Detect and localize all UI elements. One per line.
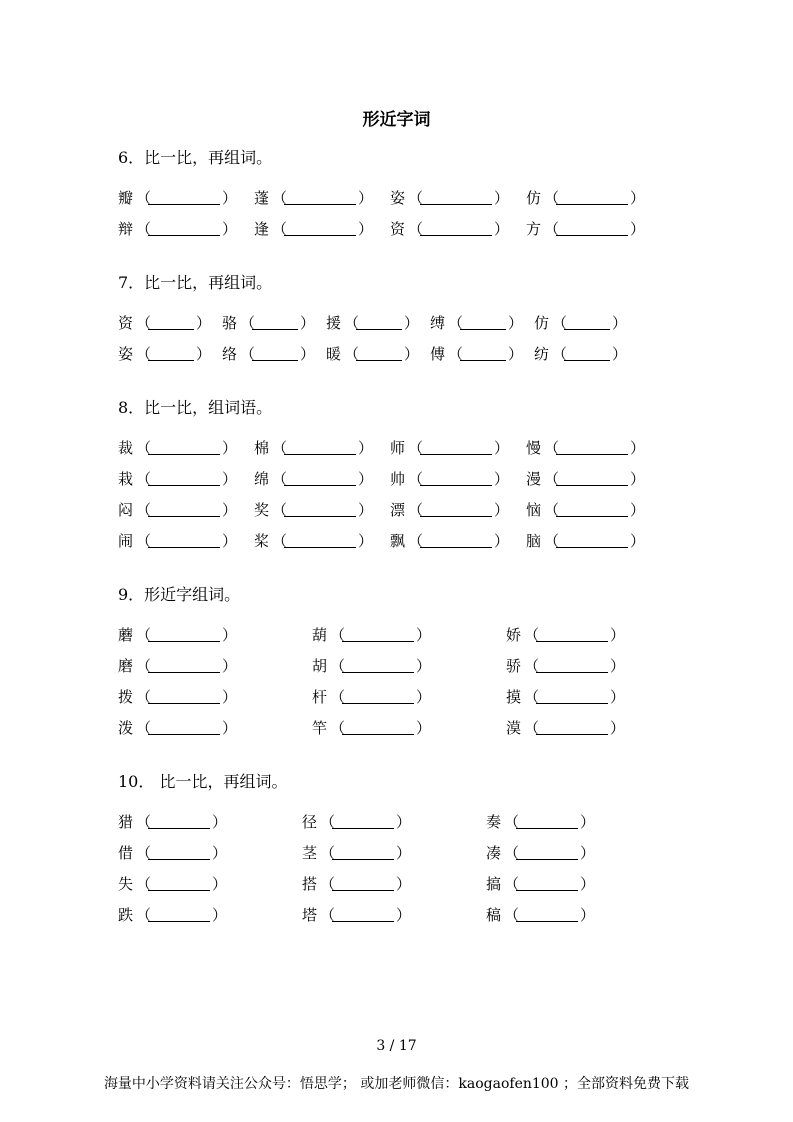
answer-blank[interactable] — [516, 876, 578, 891]
answer-blank[interactable] — [460, 346, 506, 361]
word-item: 漠 （ ） — [506, 719, 626, 737]
answer-blank[interactable] — [342, 658, 414, 673]
answer-blank[interactable] — [252, 346, 298, 361]
word-item: 络 （ ） — [222, 345, 316, 363]
answer-blank[interactable] — [284, 471, 356, 486]
section-heading: 8．比一比，组词语。 — [118, 398, 273, 417]
answer-blank[interactable] — [332, 845, 394, 860]
word-item: 仿 （ ） — [534, 314, 628, 332]
word-row — [118, 899, 616, 930]
word-row — [118, 432, 662, 463]
word-item: 桨 （ ） — [254, 532, 374, 550]
page-title: 形近字词 — [362, 110, 431, 130]
answer-blank[interactable] — [342, 720, 414, 735]
word-item: 葫 （ ） — [312, 626, 432, 644]
answer-blank[interactable] — [564, 315, 610, 330]
answer-blank[interactable] — [342, 627, 414, 642]
answer-blank[interactable] — [252, 315, 298, 330]
section-7 — [118, 273, 638, 369]
word-item: 裁 （ ） — [118, 439, 238, 457]
word-item: 猎 （ ） — [118, 813, 228, 831]
word-item: 摸 （ ） — [506, 688, 626, 706]
answer-blank[interactable] — [284, 221, 356, 236]
section-9 — [118, 585, 642, 743]
answer-blank[interactable] — [148, 315, 194, 330]
word-row — [118, 837, 616, 868]
word-item: 拨 （ ） — [118, 688, 238, 706]
answer-blank[interactable] — [148, 845, 210, 860]
answer-blank[interactable] — [356, 315, 402, 330]
answer-blank[interactable] — [148, 658, 220, 673]
answer-blank[interactable] — [516, 845, 578, 860]
answer-blank[interactable] — [148, 533, 220, 548]
word-row — [118, 681, 642, 712]
answer-blank[interactable] — [536, 689, 608, 704]
word-item: 绵 （ ） — [254, 470, 374, 488]
answer-blank[interactable] — [556, 440, 628, 455]
word-item: 资 （ ） — [390, 220, 510, 238]
word-item: 棉 （ ） — [254, 439, 374, 457]
answer-blank[interactable] — [556, 471, 628, 486]
word-row — [118, 338, 638, 369]
page-number: 3 / 17 — [376, 1038, 417, 1054]
answer-blank[interactable] — [556, 502, 628, 517]
answer-blank[interactable] — [332, 814, 394, 829]
word-item: 姿 （ ） — [118, 345, 212, 363]
answer-blank[interactable] — [148, 689, 220, 704]
answer-blank[interactable] — [148, 221, 220, 236]
word-item: 方 （ ） — [526, 220, 646, 238]
word-row — [118, 463, 662, 494]
word-item: 仿 （ ） — [526, 189, 646, 207]
section-heading: 10． 比一比，再组词。 — [118, 772, 288, 791]
answer-blank[interactable] — [148, 440, 220, 455]
answer-blank[interactable] — [536, 720, 608, 735]
answer-blank[interactable] — [420, 471, 492, 486]
answer-blank[interactable] — [420, 533, 492, 548]
word-item: 杆 （ ） — [312, 688, 432, 706]
word-row — [118, 494, 662, 525]
word-item: 骄 （ ） — [506, 657, 626, 675]
answer-blank[interactable] — [148, 814, 210, 829]
word-row — [118, 868, 616, 899]
answer-blank[interactable] — [284, 502, 356, 517]
answer-blank[interactable] — [460, 315, 506, 330]
answer-blank[interactable] — [284, 190, 356, 205]
answer-blank[interactable] — [148, 876, 210, 891]
word-item: 资 （ ） — [118, 314, 212, 332]
word-item: 失 （ ） — [118, 875, 228, 893]
answer-blank[interactable] — [148, 720, 220, 735]
answer-blank[interactable] — [284, 440, 356, 455]
answer-blank[interactable] — [148, 502, 220, 517]
word-item: 傅 （ ） — [430, 345, 524, 363]
word-item: 逢 （ ） — [254, 220, 374, 238]
word-item: 跌 （ ） — [118, 906, 228, 924]
word-item: 缚 （ ） — [430, 314, 524, 332]
word-item: 蓬 （ ） — [254, 189, 374, 207]
word-item: 奖 （ ） — [254, 501, 374, 519]
word-item: 塔 （ ） — [302, 906, 412, 924]
word-item: 辩 （ ） — [118, 220, 238, 238]
word-item: 师 （ ） — [390, 439, 510, 457]
answer-blank[interactable] — [536, 658, 608, 673]
answer-blank[interactable] — [516, 907, 578, 922]
word-item: 脑 （ ） — [526, 532, 646, 550]
word-item: 飘 （ ） — [390, 532, 510, 550]
word-item: 帅 （ ） — [390, 470, 510, 488]
word-item: 援 （ ） — [326, 314, 420, 332]
answer-blank[interactable] — [564, 346, 610, 361]
answer-blank[interactable] — [148, 471, 220, 486]
word-item: 竿 （ ） — [312, 719, 432, 737]
word-item: 搞 （ ） — [486, 875, 596, 893]
section-heading: 7．比一比，再组词。 — [118, 273, 273, 292]
word-row — [118, 525, 662, 556]
word-item: 栽 （ ） — [118, 470, 238, 488]
word-item: 泼 （ ） — [118, 719, 238, 737]
footer-note: 海量中小学资料请关注公众号：悟思学； 或加老师微信：kaogaofen100 ；全部资料免费下载 — [103, 1076, 690, 1092]
answer-blank[interactable] — [516, 814, 578, 829]
word-row — [118, 307, 638, 338]
word-item: 恼 （ ） — [526, 501, 646, 519]
answer-blank[interactable] — [284, 533, 356, 548]
word-row — [118, 806, 616, 837]
answer-blank[interactable] — [420, 440, 492, 455]
word-row — [118, 182, 662, 213]
word-item: 茎 （ ） — [302, 844, 412, 862]
word-item: 娇 （ ） — [506, 626, 626, 644]
word-item: 稿 （ ） — [486, 906, 596, 924]
answer-blank[interactable] — [148, 907, 210, 922]
word-item: 径 （ ） — [302, 813, 412, 831]
word-row — [118, 213, 662, 244]
word-item: 瓣 （ ） — [118, 189, 238, 207]
answer-blank[interactable] — [556, 533, 628, 548]
answer-blank[interactable] — [148, 190, 220, 205]
answer-blank[interactable] — [356, 346, 402, 361]
section-heading: 9．形近字组词。 — [118, 585, 241, 604]
word-item: 搭 （ ） — [302, 875, 412, 893]
answer-blank[interactable] — [420, 502, 492, 517]
answer-blank[interactable] — [536, 627, 608, 642]
answer-blank[interactable] — [420, 190, 492, 205]
word-item: 闹 （ ） — [118, 532, 238, 550]
section-6 — [118, 148, 662, 244]
answer-blank[interactable] — [420, 221, 492, 236]
answer-blank[interactable] — [556, 221, 628, 236]
word-row — [118, 619, 642, 650]
answer-blank[interactable] — [332, 907, 394, 922]
word-item: 借 （ ） — [118, 844, 228, 862]
answer-blank[interactable] — [342, 689, 414, 704]
word-item: 蘑 （ ） — [118, 626, 238, 644]
answer-blank[interactable] — [148, 346, 194, 361]
word-item: 暖 （ ） — [326, 345, 420, 363]
word-row — [118, 712, 642, 743]
word-item: 磨 （ ） — [118, 657, 238, 675]
word-item: 凑 （ ） — [486, 844, 596, 862]
word-item: 漂 （ ） — [390, 501, 510, 519]
word-item: 慢 （ ） — [526, 439, 646, 457]
answer-blank[interactable] — [148, 627, 220, 642]
word-item: 纺 （ ） — [534, 345, 628, 363]
word-item: 胡 （ ） — [312, 657, 432, 675]
word-item: 漫 （ ） — [526, 470, 646, 488]
section-heading: 6．比一比，再组词。 — [118, 148, 273, 167]
answer-blank[interactable] — [556, 190, 628, 205]
word-item: 骆 （ ） — [222, 314, 316, 332]
section-8 — [118, 398, 662, 556]
word-item: 闷 （ ） — [118, 501, 238, 519]
word-row — [118, 650, 642, 681]
section-10 — [118, 772, 616, 930]
answer-blank[interactable] — [332, 876, 394, 891]
word-item: 奏 （ ） — [486, 813, 596, 831]
word-item: 姿 （ ） — [390, 189, 510, 207]
